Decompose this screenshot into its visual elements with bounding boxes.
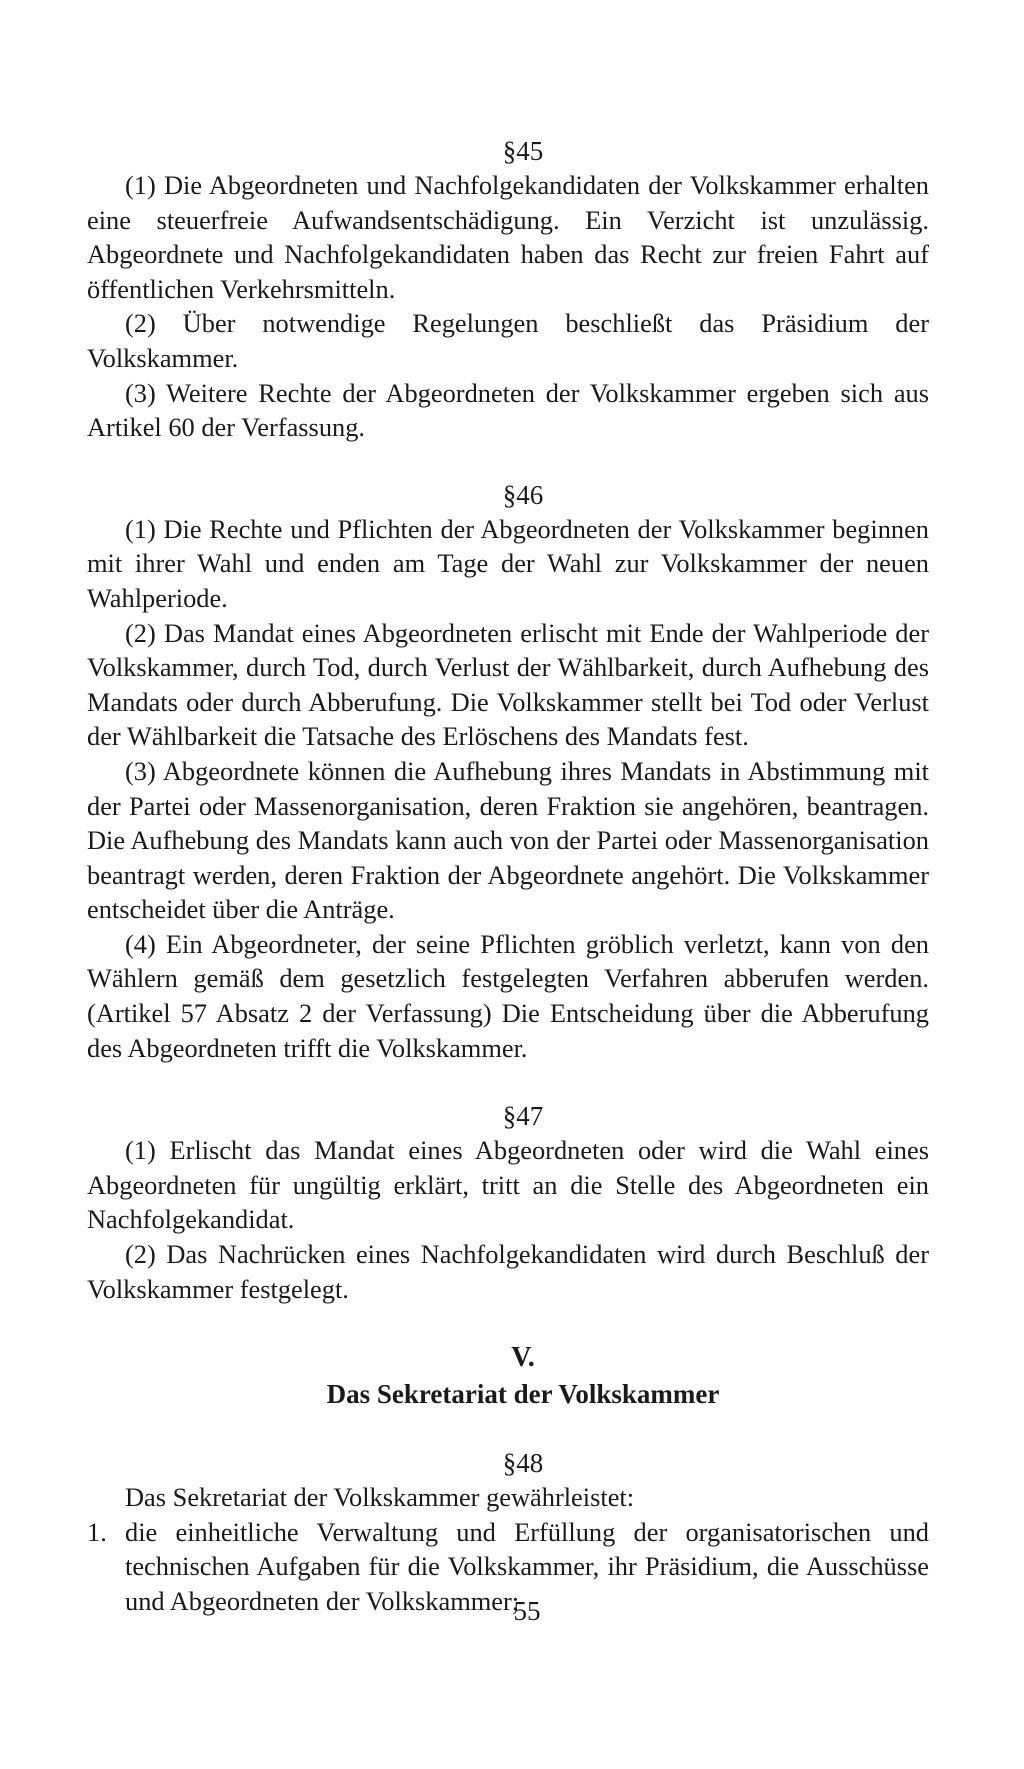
section-45 — [87, 134, 929, 445]
section-paragraph: (2) Das Mandat eines Abgeordneten erlischt mit Ende der Wahlperiode der Volkskammer, durch Tod, durch Verlust der Wählbarkeit, durch Aufhebung des Mandats oder durch Abberufung. Die Volkskammer stellt bei Tod oder Verlust der Wählbarkeit die Tatsache des Erlöschens des Mandats fest. — [87, 617, 929, 752]
section-paragraph: (1) Erlischt das Mandat eines Abgeordneten oder wird die Wahl eines Abgeordneten für ungültig erklärt, tritt an die Stelle des Abgeordneten ein Nachfolgekandidat. — [87, 1135, 929, 1235]
list-item-text: die einheitliche Verwaltung und Erfüllung der organisatorischen und technischen Aufgaben für die Volkskammer, ihr Präsidium, die Ausschüsse und Abgeordneten der Volkskammer; — [125, 1516, 929, 1616]
section-paragraph: (1) Die Rechte und Pflichten der Abgeordneten der Volkskammer beginnen mit ihrer Wahl und enden am Tage der Wahl zur Volkskammer der neuen Wahlperiode. — [87, 513, 929, 613]
section-paragraph: (3) Abgeordnete können die Aufhebung ihres Mandats in Abstimmung mit der Partei oder Massenorganisation, deren Fraktion sie angehören, beantragen. Die Aufhebung des Mandats kann auch von der Partei oder Massenorganisation beantragt werden, deren Fraktion der Abgeordnete angehört. Die Volkskammer entscheidet über die Anträge. — [87, 755, 929, 925]
chapter-number: V. — [511, 1342, 535, 1374]
section-heading: §46 — [502, 479, 544, 510]
section-heading: §48 — [502, 1448, 544, 1479]
section-paragraph: (4) Ein Abgeordneter, der seine Pflichten gröblich verletzt, kann von den Wählern gemäß dem gesetzlich festgelegten Verfahren abberufen werden. (Artikel 57 Absatz 2 der Verfassung) Die Entscheidung über die Abberufung des Abgeordneten trifft die Volkskammer. — [87, 928, 929, 1063]
chapter-heading — [87, 1340, 929, 1412]
section-intro: Das Sekretariat der Volkskammer gewährleistet: — [125, 1482, 635, 1513]
section-paragraph: (2) Über notwendige Regelungen beschließt das Präsidium der Volkskammer. — [87, 308, 929, 373]
section-paragraph: (3) Weitere Rechte der Abgeordneten der Volkskammer ergeben sich aus Artikel 60 der Verfassung. — [87, 377, 929, 443]
section-heading: §47 — [502, 1101, 544, 1132]
chapter-title: Das Sekretariat der Volkskammer — [326, 1379, 720, 1410]
section-paragraph: (2) Das Nachrücken eines Nachfolgekandidaten wird durch Beschluß der Volkskammer festgelegt. — [87, 1239, 929, 1304]
section-48 — [87, 1446, 929, 1618]
section-46 — [87, 478, 929, 1066]
section-47 — [87, 1099, 929, 1306]
section-paragraph: (1) Die Abgeordneten und Nachfolgekandidaten der Volkskammer erhalten eine steuerfreie Aufwandsentschädigung. Ein Verzicht ist unzulässig. Abgeordnete und Nachfolgekandidaten haben das Recht zur freien Fahrt auf öffentlichen Verkehrsmitteln. — [87, 170, 929, 304]
list-item-number: 1. — [87, 1516, 107, 1547]
page-number: 55 — [513, 1596, 541, 1626]
document-page — [87, 134, 929, 1619]
section-heading: §45 — [502, 136, 544, 166]
